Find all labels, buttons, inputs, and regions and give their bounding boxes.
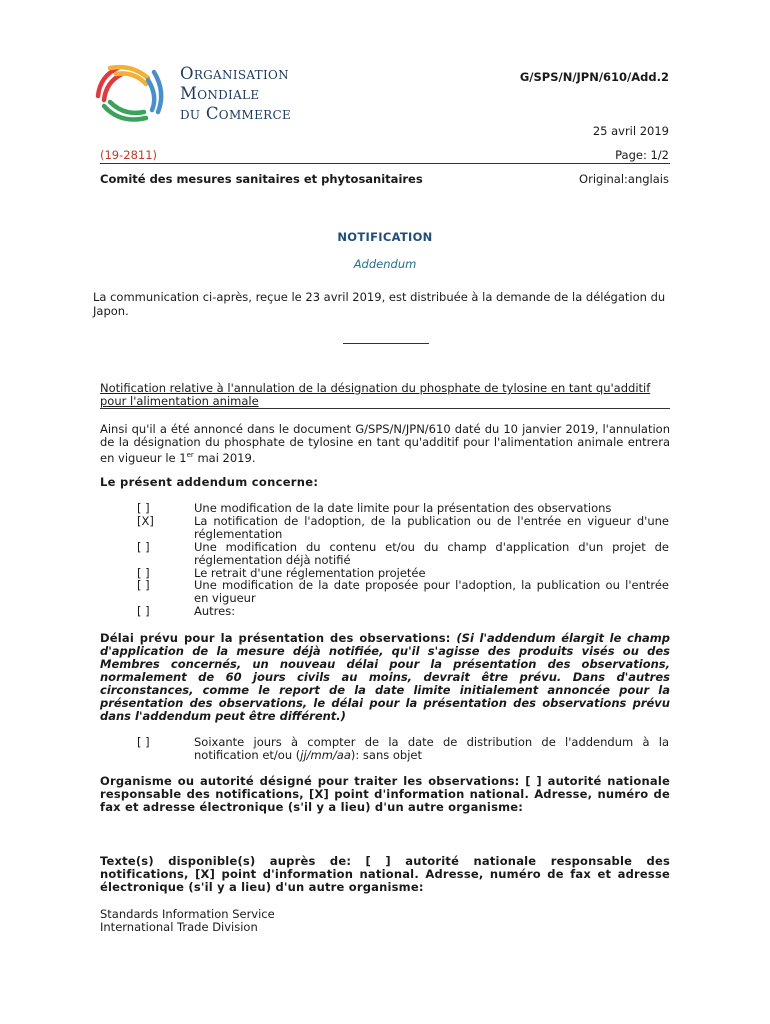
document-reference: (19-2811) bbox=[100, 148, 158, 162]
option-label: Une modification de la date proposée pour l'adoption, la publication ou l'entrée en vigueur bbox=[194, 578, 669, 605]
intro-paragraph: Ainsi qu'il a été annoncé dans le document G/SPS/N/JPN/610 daté du 10 janvier 2019, l'annulation de la désignation du phosphate de tylosine en tant qu'additif pour l'alimentation animale entrera en vigueur le 1er mai 2019. bbox=[100, 422, 670, 465]
checkbox[interactable]: [ ] bbox=[137, 501, 150, 515]
concerns-heading: Le présent addendum concerne: bbox=[100, 475, 319, 489]
option-label: Le retrait d'une réglementation projetée bbox=[194, 566, 426, 580]
wto-logo-icon bbox=[90, 58, 174, 134]
separator-line bbox=[343, 343, 429, 344]
notification-title: NOTIFICATION bbox=[337, 230, 433, 244]
checkbox[interactable]: [ ] bbox=[137, 578, 150, 592]
original-language: Original:anglais bbox=[579, 172, 669, 186]
option-label: Une modification de la date limite pour la présentation des observations bbox=[194, 501, 612, 515]
checkbox-checked[interactable]: [X] bbox=[137, 514, 154, 528]
option-label: Une modification du contenu et/ou du champ d'application d'un projet de réglementation déjà notifié bbox=[194, 540, 669, 567]
address-line: International Trade Division bbox=[100, 920, 258, 934]
org-name-line-1: Organisation bbox=[180, 64, 289, 83]
texts-available-paragraph: Texte(s) disponible(s) auprès de: [ ] autorité nationale responsable des notifications, [X] point d'information national. Adresse, numéro de fax et adresse électronique (s'il y a lieu) d'un autre organisme: bbox=[100, 854, 670, 894]
agency-paragraph: Organisme ou autorité désigné pour traiter les observations: [ ] autorité nationale responsable des notifications, [X] point d'information national. Adresse, numéro de fax et adresse électronique (s'il y a lieu) d'un autre organisme: bbox=[100, 774, 670, 814]
document-symbol: G/SPS/N/JPN/610/Add.2 bbox=[519, 70, 669, 84]
address-line: Standards Information Service bbox=[100, 907, 275, 921]
page-number: Page: 1/2 bbox=[615, 148, 669, 162]
comment-deadline-paragraph: Délai prévu pour la présentation des observations: (Si l'addendum élargit le champ d'application de la mesure déjà notifiée, qu'il s'agisse des produits visés ou des Membres concernés, un nouveau délai pour la présentation des observations, normalement de 60 jours civils au moins, devrait être prévu. Dans d'autres circonstances, comme le report de la date limite initialement annoncée pour la présentation des observations, le délai pour la présentation des observations prévu dans l'addendum peut être différent.) bbox=[100, 631, 670, 723]
checkbox[interactable]: [ ] bbox=[137, 540, 150, 554]
checkbox[interactable]: [ ] bbox=[137, 604, 150, 618]
option-label: La notification de l'adoption, de la publication ou de l'entrée en vigueur d'une réglementation bbox=[194, 514, 669, 541]
addendum-label: Addendum bbox=[353, 257, 417, 271]
org-name-line-2: Mondiale bbox=[180, 84, 260, 103]
subject-divider bbox=[100, 408, 670, 409]
checkbox[interactable]: [ ] bbox=[137, 735, 150, 749]
header-divider bbox=[100, 163, 670, 164]
sixty-days-label: Soixante jours à compter de la date de distribution de l'addendum à la notification et/ou (jj/mm/aa): sans objet bbox=[194, 735, 669, 762]
document-date: 25 avril 2019 bbox=[592, 124, 669, 138]
address-block bbox=[100, 908, 275, 934]
checkbox[interactable]: [ ] bbox=[137, 566, 150, 580]
org-name-line-3: du Commerce bbox=[180, 104, 292, 123]
notification-subject: Notification relative à l'annulation de la désignation du phosphate de tylosine en tant qu'additif pour l'alimentation animale bbox=[100, 381, 651, 408]
option-label: Autres: bbox=[194, 604, 236, 618]
organization-name bbox=[180, 64, 291, 124]
committee-name: Comité des mesures sanitaires et phytosanitaires bbox=[100, 172, 423, 186]
communication-paragraph: La communication ci-après, reçue le 23 avril 2019, est distribuée à la demande de la délégation du Japon. bbox=[93, 290, 666, 318]
